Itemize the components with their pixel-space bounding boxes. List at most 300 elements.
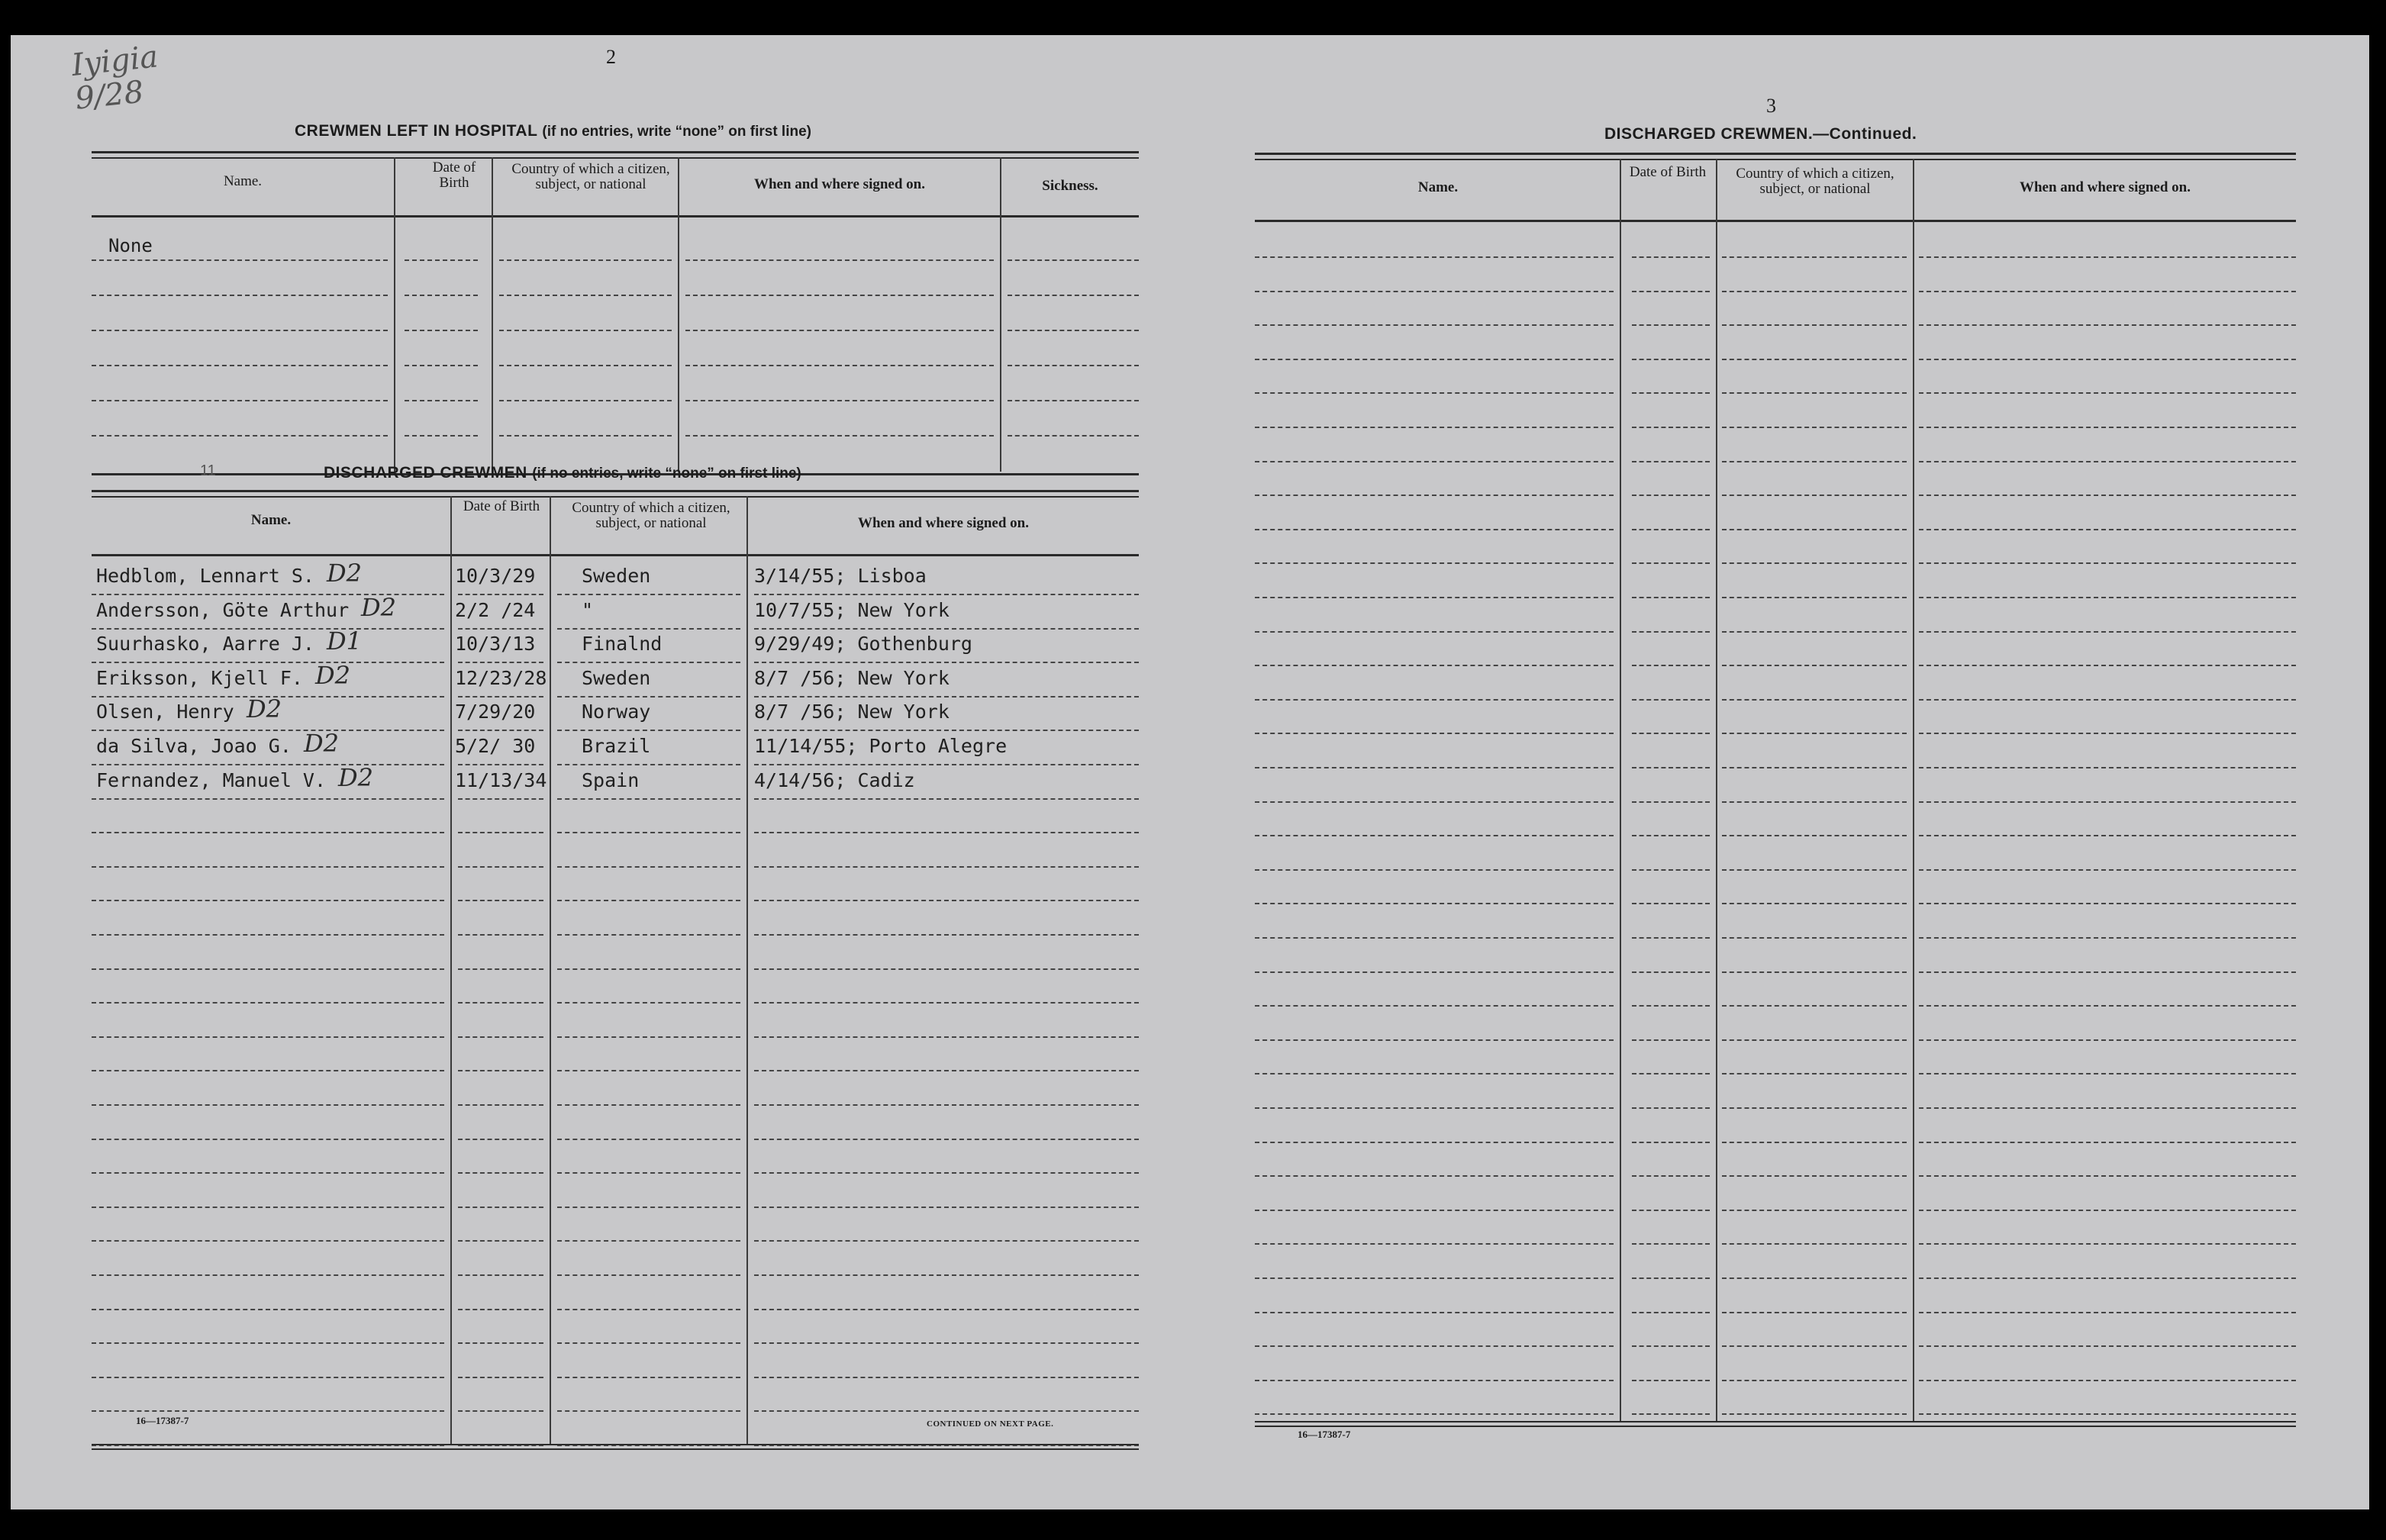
dotted-entry-line [405,295,478,296]
dotted-entry-line [1255,835,1614,836]
dotted-entry-line [1722,1312,1907,1313]
dotted-entry-line [1632,733,1710,734]
crew-signed-on: 9/29/49; Gothenburg [754,633,972,656]
dotted-entry-line [1919,699,2296,701]
dotted-entry-line [1255,733,1614,734]
dotted-entry-line [754,1342,1139,1344]
dotted-entry-line [557,696,740,698]
dotted-entry-line [557,764,740,765]
dotted-entry-line [458,866,543,868]
crew-signed-on: 4/14/56; Cadiz [754,768,915,791]
dotted-entry-line [754,696,1139,698]
dotted-entry-line [1632,1345,1710,1347]
dotted-entry-line [92,900,444,901]
dotted-entry-line [1008,295,1139,296]
crew-signed-on: 8/7 /56; New York [754,666,950,689]
dotted-entry-line [92,968,444,970]
rule [92,1444,1139,1445]
dotted-entry-line [499,400,672,401]
dotted-entry-line [92,1274,444,1276]
col-header-dob: Date of Birth [1629,164,1707,180]
dotted-entry-line [92,1207,444,1208]
dotted-entry-line [1919,1073,2296,1074]
col-divider [450,496,452,1444]
dotted-entry-line [685,295,994,296]
dotted-entry-line [754,662,1139,663]
col-header-country: Country of which a citizen, subject, or national [572,500,730,531]
dotted-entry-line [92,866,444,868]
dotted-entry-line [557,730,740,731]
dotted-entry-line [458,900,543,901]
dotted-entry-line [1255,495,1614,496]
dotted-entry-line [557,798,740,800]
discharged-title-text: DISCHARGED CREWMEN [324,464,527,482]
rule [92,157,1139,159]
dotted-entry-line [1632,1073,1710,1074]
left-page-number: 2 [606,46,616,68]
discharge-mark: D2 [327,559,363,588]
dotted-entry-line [1255,1142,1614,1143]
dotted-entry-line [557,900,740,901]
dotted-entry-line [92,1410,444,1412]
col-divider [1000,157,1001,472]
dotted-entry-line [1919,1345,2296,1347]
dotted-entry-line [1255,1312,1614,1313]
dotted-entry-line [754,1207,1139,1208]
crew-name: Olsen, Henry [96,701,234,723]
dotted-entry-line [1255,392,1614,394]
crew-signed-on: 3/14/55; Lisboa [754,565,927,587]
discharge-mark: D2 [315,660,351,690]
dotted-entry-line [1632,256,1710,258]
dotted-entry-line [1632,1039,1710,1041]
crew-country: " [582,598,594,621]
dotted-entry-line [1722,529,1907,530]
dotted-entry-line [1722,1210,1907,1211]
dotted-entry-line [1632,903,1710,904]
dotted-entry-line [405,330,478,331]
dotted-entry-line [1919,1210,2296,1211]
dotted-entry-line [1919,665,2296,666]
dotted-entry-line [92,1377,444,1378]
dotted-entry-line [1255,1107,1614,1109]
form-number: 16—17387-7 [136,1415,189,1426]
dotted-entry-line [1632,529,1710,530]
dotted-entry-line [405,365,478,366]
dotted-entry-line [1919,1413,2296,1415]
dotted-entry-line [754,628,1139,630]
dotted-entry-line [1255,1175,1614,1177]
dotted-entry-line [1255,699,1614,701]
dotted-entry-line [1008,400,1139,401]
dotted-entry-line [92,1309,444,1310]
dotted-entry-line [754,798,1139,800]
right-section-title: DISCHARGED CREWMEN.—Continued. [1604,125,1917,143]
dotted-entry-line [557,866,740,868]
dotted-entry-line [458,594,543,595]
dotted-entry-line [1919,1243,2296,1245]
col-divider [678,157,679,472]
col-divider [550,496,551,1444]
dotted-entry-line [1722,1175,1907,1177]
dotted-entry-line [1919,631,2296,633]
dotted-entry-line [1255,1413,1614,1415]
right-page-number: 3 [1766,95,1776,117]
dotted-entry-line [92,330,388,331]
dotted-entry-line [405,435,478,437]
dotted-entry-line [1255,461,1614,462]
dotted-entry-line [1722,1380,1907,1381]
dotted-entry-line [754,1002,1139,1004]
dotted-entry-line [557,1309,740,1310]
hospital-first-entry: None [108,235,153,256]
crew-country: Spain [582,768,640,791]
dotted-entry-line [1632,1380,1710,1381]
dotted-entry-line [1722,597,1907,598]
dotted-entry-line [92,1104,444,1106]
dotted-entry-line [92,934,444,936]
dotted-entry-line [557,832,740,833]
dotted-entry-line [1632,1142,1710,1143]
crew-name: Suurhasko, Aarre J. [96,633,314,656]
dotted-entry-line [1255,291,1614,292]
dotted-entry-line [1255,767,1614,768]
dotted-entry-line [1919,1005,2296,1007]
dotted-entry-line [1632,1107,1710,1109]
dotted-entry-line [92,798,444,800]
dotted-entry-line [92,1002,444,1004]
dotted-entry-line [1722,495,1907,496]
crew-signed-on: 11/14/55; Porto Alegre [754,735,1008,757]
dotted-entry-line [458,1274,543,1276]
col-header-country: Country of which a citizen, subject, or national [1736,166,1894,197]
dotted-entry-line [1722,1243,1907,1245]
dotted-entry-line [557,1207,740,1208]
crew-name: Eriksson, Kjell F. [96,666,303,689]
dotted-entry-line [92,1070,444,1071]
handwritten-note: Iyigia 9/28 [69,39,160,117]
dotted-entry-line [1722,801,1907,803]
rule [1255,1421,2296,1422]
dotted-entry-line [754,730,1139,731]
dotted-entry-line [1722,359,1907,360]
crew-dob: 11/13/34 [455,768,547,791]
dotted-entry-line [1919,359,2296,360]
margin-mark: 11 [200,462,216,479]
dotted-entry-line [1632,495,1710,496]
dotted-entry-line [92,662,444,663]
rule [92,496,1139,498]
dotted-entry-line [1722,733,1907,734]
dotted-entry-line [1722,869,1907,871]
col-header-name: Name. [223,173,263,189]
dotted-entry-line [754,764,1139,765]
dotted-entry-line [1919,1175,2296,1177]
dotted-entry-line [1632,801,1710,803]
dotted-entry-line [557,662,740,663]
dotted-entry-line [685,330,994,331]
dotted-entry-line [1632,1243,1710,1245]
dotted-entry-line [1722,1073,1907,1074]
dotted-entry-line [1722,665,1907,666]
crew-dob: 2/2 /24 [455,598,536,621]
dotted-entry-line [1255,1210,1614,1211]
dotted-entry-line [1632,1413,1710,1415]
dotted-entry-line [1919,903,2296,904]
dotted-entry-line [499,259,672,261]
dotted-entry-line [1008,259,1139,261]
discharge-mark: D2 [304,729,340,758]
rule [1255,159,2296,160]
dotted-entry-line [1255,1005,1614,1007]
dotted-entry-line [458,1104,543,1106]
dotted-entry-line [458,1172,543,1174]
dotted-entry-line [1255,1345,1614,1347]
dotted-entry-line [1919,392,2296,394]
crew-name: Andersson, Göte Arthur [96,598,350,621]
dotted-entry-line [1919,324,2296,326]
dotted-entry-line [92,730,444,731]
dotted-entry-line [685,259,994,261]
dotted-entry-line [557,1342,740,1344]
dotted-entry-line [754,1309,1139,1310]
dotted-entry-line [1722,835,1907,836]
dotted-entry-line [1919,767,2296,768]
dotted-entry-line [754,1104,1139,1106]
dotted-entry-line [1255,971,1614,973]
dotted-entry-line [1255,562,1614,564]
col-header-signed: When and where signed on. [753,176,925,192]
rule [92,1448,1139,1450]
dotted-entry-line [1632,291,1710,292]
dotted-entry-line [754,1139,1139,1140]
dotted-entry-line [1919,1142,2296,1143]
dotted-entry-line [557,1036,740,1038]
dotted-entry-line [1722,1142,1907,1143]
rule [92,151,1139,153]
dotted-entry-line [1632,1005,1710,1007]
dotted-entry-line [1919,597,2296,598]
col-header-signed: When and where signed on. [857,515,1029,531]
dotted-entry-line [92,1240,444,1242]
dotted-entry-line [1008,435,1139,437]
dotted-entry-line [1255,256,1614,258]
crew-dob: 10/3/13 [455,633,536,656]
col-header-dob: Date of Birth [463,498,540,514]
crew-country: Brazil [582,735,651,757]
hospital-section-title [295,122,811,140]
dotted-entry-line [1919,869,2296,871]
dotted-entry-line [557,1070,740,1071]
dotted-entry-line [685,365,994,366]
dotted-entry-line [499,435,672,437]
dotted-entry-line [754,866,1139,868]
dotted-entry-line [1255,631,1614,633]
dotted-entry-line [754,832,1139,833]
crew-name: da Silva, Joao G. [96,735,292,757]
dotted-entry-line [1255,427,1614,428]
dotted-entry-line [458,1410,543,1412]
dotted-entry-line [458,1207,543,1208]
dotted-entry-line [754,934,1139,936]
dotted-entry-line [458,662,543,663]
dotted-entry-line [557,594,740,595]
dotted-entry-line [458,832,543,833]
dotted-entry-line [1632,835,1710,836]
dotted-entry-line [1255,801,1614,803]
dotted-entry-line [1632,392,1710,394]
col-header-name: Name. [250,512,292,528]
dotted-entry-line [1632,699,1710,701]
dotted-entry-line [1632,1277,1710,1279]
dotted-entry-line [458,696,543,698]
dotted-entry-line [1632,631,1710,633]
dotted-entry-line [754,1377,1139,1378]
dotted-entry-line [754,1274,1139,1276]
dotted-entry-line [1255,1277,1614,1279]
dotted-entry-line [92,1342,444,1344]
col-divider [1716,159,1717,1421]
dotted-entry-line [754,1240,1139,1242]
dotted-entry-line [1722,291,1907,292]
dotted-entry-line [1722,767,1907,768]
crew-country: Finalnd [582,633,663,656]
dotted-entry-line [1722,1345,1907,1347]
crew-country: Sweden [582,565,651,587]
dotted-entry-line [458,1139,543,1140]
dotted-entry-line [1919,461,2296,462]
dotted-entry-line [1722,324,1907,326]
dotted-entry-line [1255,937,1614,939]
dotted-entry-line [92,295,388,296]
dotted-entry-line [754,968,1139,970]
dotted-entry-line [458,1070,543,1071]
dotted-entry-line [1919,562,2296,564]
dotted-entry-line [1632,359,1710,360]
dotted-entry-line [1255,869,1614,871]
discharge-mark: D1 [327,627,363,656]
discharged-section-title [324,464,801,482]
dotted-entry-line [405,400,478,401]
dotted-entry-line [92,1036,444,1038]
hospital-title-text: CREWMEN LEFT IN HOSPITAL [295,122,538,140]
crew-signed-on: 10/7/55; New York [754,598,950,621]
discharge-mark: D2 [338,762,374,792]
col-header-signed: When and where signed on. [2019,179,2191,195]
crew-signed-on: 8/7 /56; New York [754,701,950,723]
dotted-entry-line [92,1139,444,1140]
dotted-entry-line [1722,699,1907,701]
dotted-entry-line [557,1240,740,1242]
dotted-entry-line [458,628,543,630]
dotted-entry-line [1919,971,2296,973]
dotted-entry-line [1255,597,1614,598]
dotted-entry-line [92,628,444,630]
dotted-entry-line [1632,971,1710,973]
form-number: 16—17387-7 [1298,1429,1351,1440]
dotted-entry-line [557,1172,740,1174]
dotted-entry-line [458,1309,543,1310]
dotted-entry-line [458,798,543,800]
rule [1255,153,2296,155]
dotted-entry-line [1255,1073,1614,1074]
col-divider [746,496,748,1444]
dotted-entry-line [499,295,672,296]
dotted-entry-line [92,1172,444,1174]
dotted-entry-line [1632,562,1710,564]
discharge-mark: D2 [247,694,282,724]
crew-dob: 12/23/28 [455,666,547,689]
dotted-entry-line [1632,324,1710,326]
dotted-entry-line [1722,392,1907,394]
rule [1255,1426,2296,1427]
dotted-entry-line [557,1104,740,1106]
dotted-entry-line [557,968,740,970]
dotted-entry-line [1008,330,1139,331]
dotted-entry-line [1919,256,2296,258]
dotted-entry-line [1919,427,2296,428]
dotted-entry-line [557,1410,740,1412]
dotted-entry-line [754,1410,1139,1412]
rule [92,215,1139,217]
dotted-entry-line [1919,1039,2296,1041]
dotted-entry-line [92,365,388,366]
dotted-entry-line [405,259,478,261]
crew-dob: 5/2/ 30 [455,735,536,757]
crew-dob: 7/29/20 [455,701,536,723]
dotted-entry-line [1255,1039,1614,1041]
dotted-entry-line [557,1377,740,1378]
dotted-entry-line [1919,801,2296,803]
dotted-entry-line [458,968,543,970]
col-divider [492,157,493,472]
col-divider [1913,159,1914,1421]
dotted-entry-line [1722,1107,1907,1109]
dotted-entry-line [458,1377,543,1378]
dotted-entry-line [1919,529,2296,530]
dotted-entry-line [557,1139,740,1140]
dotted-entry-line [1632,1175,1710,1177]
dotted-entry-line [1008,365,1139,366]
dotted-entry-line [557,934,740,936]
dotted-entry-line [1919,937,2296,939]
dotted-entry-line [1255,1243,1614,1245]
dotted-entry-line [1919,1380,2296,1381]
dotted-entry-line [1722,461,1907,462]
dotted-entry-line [1255,359,1614,360]
dotted-entry-line [754,1172,1139,1174]
dotted-entry-line [1722,427,1907,428]
crew-dob: 10/3/29 [455,565,536,587]
dotted-entry-line [499,365,672,366]
dotted-entry-line [1632,937,1710,939]
dotted-entry-line [1255,1380,1614,1381]
dotted-entry-line [92,435,388,437]
dotted-entry-line [1722,562,1907,564]
dotted-entry-line [1722,256,1907,258]
dotted-entry-line [1722,1277,1907,1279]
crew-country: Sweden [582,666,651,689]
dotted-entry-line [1722,1413,1907,1415]
col-header-dob: Date of Birth [432,159,476,191]
dotted-entry-line [754,594,1139,595]
dotted-entry-line [458,1240,543,1242]
dotted-entry-line [92,400,388,401]
col-header-country: Country of which a citizen, subject, or national [511,161,670,192]
dotted-entry-line [1632,767,1710,768]
col-header-name: Name. [1417,179,1459,195]
discharged-title-note: (if no entries, write “none” on first line) [532,466,801,482]
